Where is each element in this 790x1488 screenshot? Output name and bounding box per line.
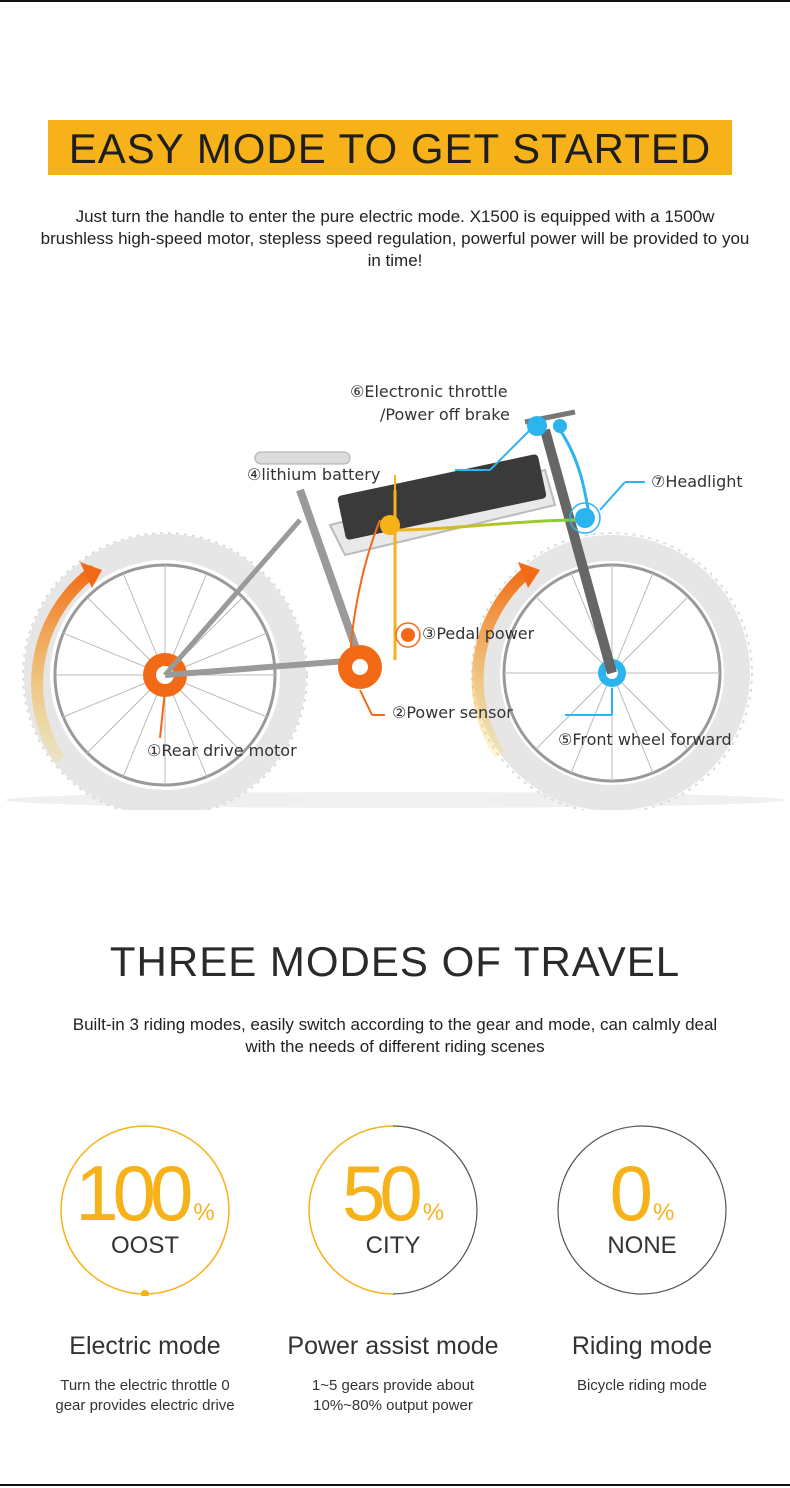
mode-title: Power assist mode [287,1332,499,1360]
mode-card-riding [512,1124,772,1454]
pedal-marker [401,628,415,642]
mode-card-power-assist [263,1124,523,1454]
mode-description: Bicycle riding mode [576,1377,708,1394]
modes-subtitle: Built-in 3 riding modes, easily switch according to the gear and mode, can calmly deal with the needs of different riding scenes [72,1015,718,1056]
mode-description: Turn the electric throttle 0 gear provides electric drive [55,1377,235,1414]
mode-card-electric [15,1124,275,1454]
callout-power-sensor: ②Power sensor [392,703,513,722]
mode-title: Riding mode [571,1332,713,1360]
callout-rear-motor: ①Rear drive motor [147,741,297,760]
bike-frame [165,412,612,675]
headlight-marker [575,508,595,528]
mode-percent: 100 % [75,1149,215,1237]
section-heading-three-modes: THREE MODES OF TRAVEL [109,938,681,985]
top-rule [0,0,790,2]
mode-percent: 50 % [341,1149,445,1237]
bike-illustration [0,370,790,810]
section-heading-easy-mode: EASY MODE TO GET STARTED [68,125,712,172]
callout-pedal-power: ③Pedal power [422,624,535,643]
throttle-marker [527,416,547,436]
battery-marker [380,515,400,535]
heading-banner [48,120,732,175]
callout-front-wheel: ⑤Front wheel forward [558,730,732,749]
mode-percent: 0 % [609,1149,675,1237]
callout-headlight: ⑦Headlight [651,472,743,491]
callout-throttle-line1: ⑥Electronic throttle [350,382,508,401]
intro-paragraph: Just turn the handle to enter the pure electric mode. X1500 is equipped with a 1500w brushless high-speed motor, stepless speed regulation, powerful power will be provided to you in time! [40,207,750,270]
mode-title: Electric mode [69,1332,221,1360]
mode-word: OOST [110,1232,179,1259]
callout-battery: ④lithium battery [247,465,381,484]
mode-word: CITY [365,1232,421,1259]
callout-throttle-line2: /Power off brake [380,405,510,424]
mode-word: NONE [607,1232,677,1259]
mode-description: 1~5 gears provide about 10%~80% output power [311,1377,475,1414]
ring-dot [141,1290,149,1296]
bottom-rule [0,1484,790,1486]
